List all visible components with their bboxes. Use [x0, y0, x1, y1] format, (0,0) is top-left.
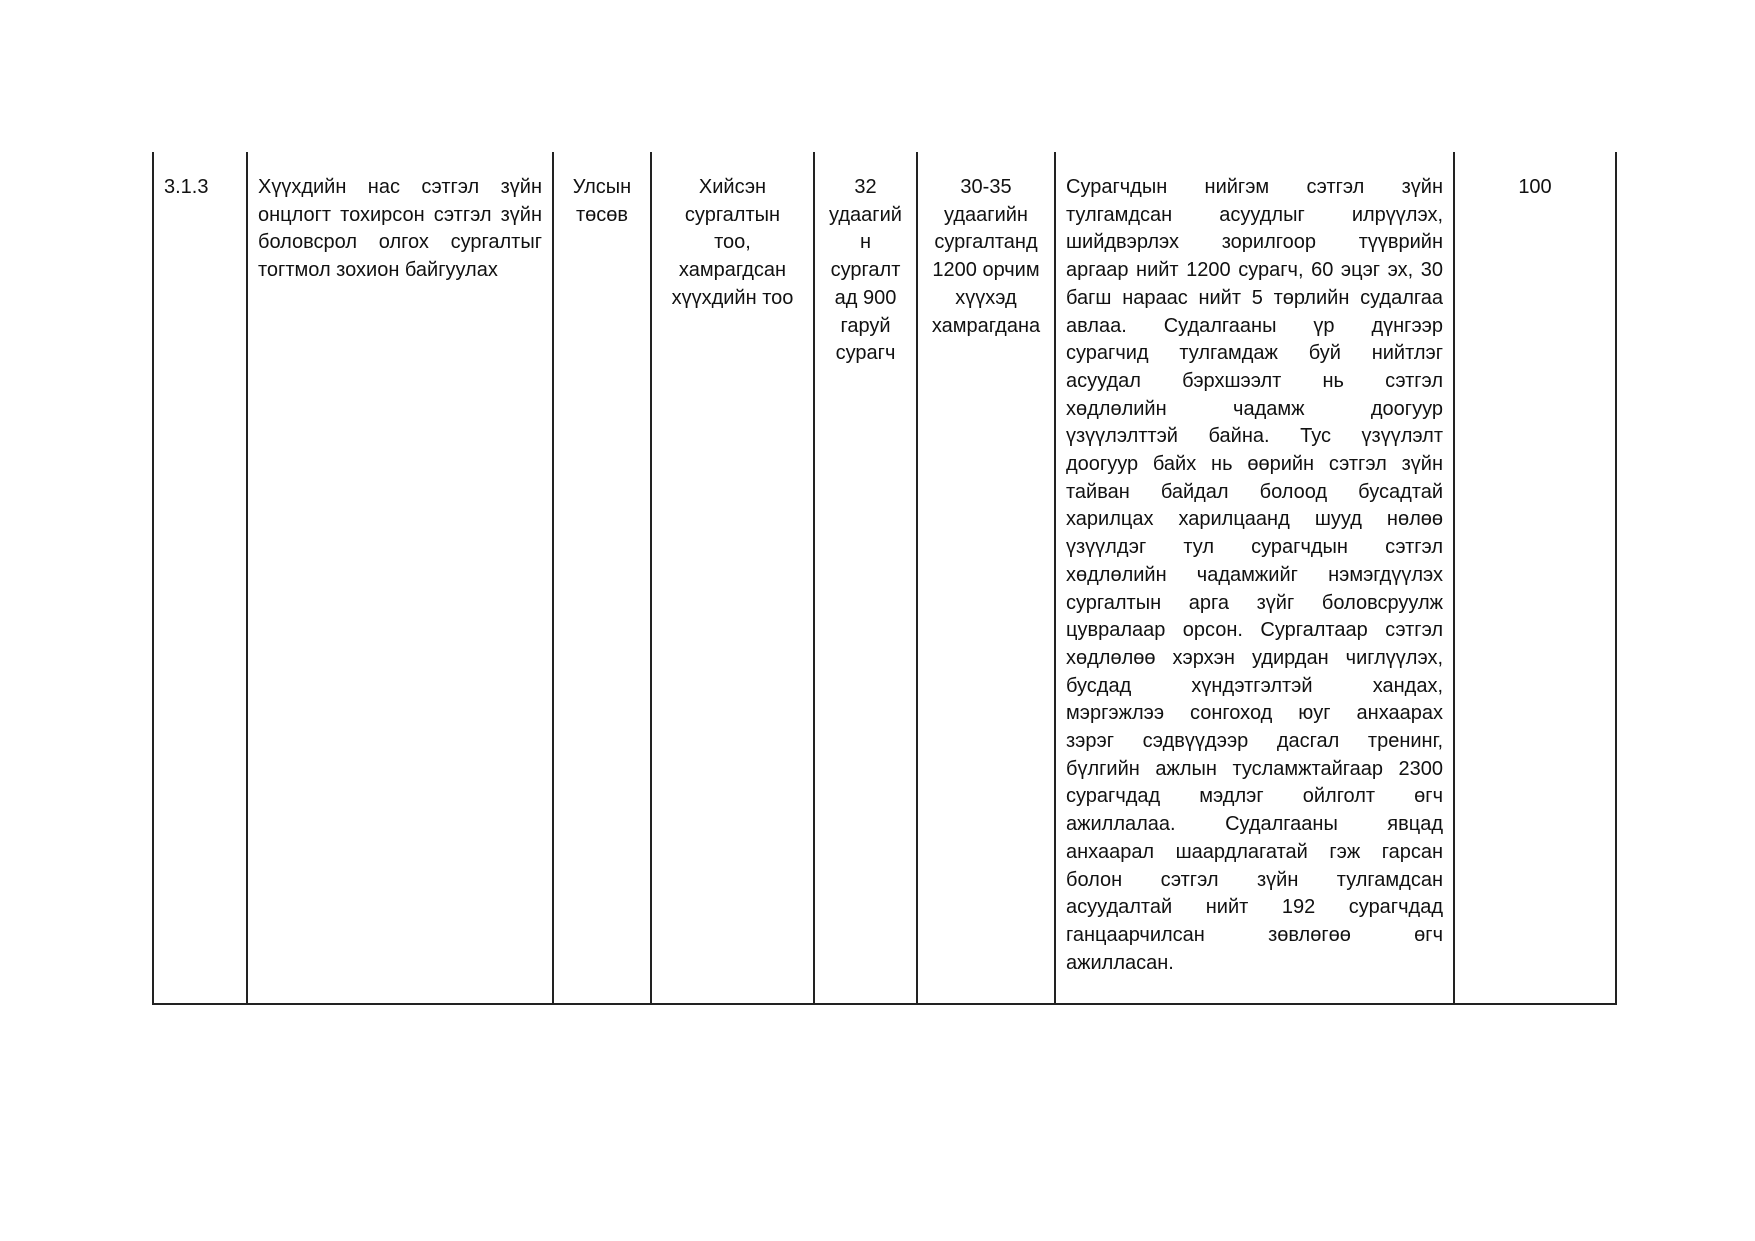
- text-line: багш нараас нийт 5 төрлийн судалгаа: [1066, 286, 1443, 309]
- text-line: төсөв: [575, 203, 629, 226]
- text-line: асуудал бэрхшээлт нь сэтгэл: [1066, 369, 1443, 392]
- text-line: гаруй: [840, 314, 891, 337]
- text-line: удаагийн: [944, 203, 1028, 226]
- text-line: ажилласан.: [1066, 951, 1174, 974]
- text-line: авлаа. Судалгааны үр дүнгээр: [1066, 314, 1443, 337]
- text-line: Хийсэн: [698, 176, 767, 198]
- text-line: үзүүлдэг тул сурагчдын сэтгэл: [1066, 536, 1443, 559]
- text-line: хөдлөлөө хэрхэн удирдан чиглүүлэх,: [1066, 646, 1443, 669]
- text-line: 32: [854, 176, 877, 198]
- text-line: мэргэжлээ сонгоход юуг анхаарах: [1066, 702, 1443, 725]
- text-line: тоо,: [714, 231, 751, 254]
- text-line: Хүүхдийн нас сэтгэл зүйн: [258, 176, 542, 198]
- text-line: сурагчдад мэдлэг ойлголт өгч: [1066, 785, 1443, 808]
- text-line: Улсын: [572, 176, 632, 198]
- text-line: хамрагдсан: [678, 259, 787, 282]
- text-line: асуудалтай нийт 192 сурагчдад: [1066, 896, 1443, 919]
- indicator-cell: [651, 152, 814, 1004]
- text-line: ад 900: [834, 286, 897, 309]
- baseline-cell: [814, 152, 917, 1004]
- report-table: [152, 152, 1617, 1005]
- text-line: бүлгийн ажлын тусламжтайгаар 2300: [1066, 757, 1443, 780]
- text-line: хөдлөлийн чадамж доогуур: [1066, 397, 1443, 420]
- text-line: шийдвэрлэх зорилгоор түүврийн: [1066, 231, 1443, 254]
- text-line: тогтмол зохион байгуулах: [258, 259, 498, 282]
- text-line: удаагий: [829, 203, 902, 226]
- score-cell: [1454, 152, 1616, 1004]
- activity-cell: [247, 152, 553, 1004]
- text-line: сургалтын арга зүйг боловсруулж: [1066, 591, 1443, 614]
- target-cell: [917, 152, 1055, 1004]
- text-line: 30-35: [960, 176, 1012, 198]
- text-line: тулгамдсан асуудлыг илрүүлэх,: [1066, 203, 1443, 226]
- text-line: цувралаар орсон. Сургалтаар сэтгэл: [1066, 619, 1443, 642]
- text-line: үзүүлэлттэй байна. Тус үзүүлэлт: [1066, 425, 1443, 448]
- text-line: хөдлөлийн чадамжийг нэмэгдүүлэх: [1066, 563, 1443, 586]
- text-line: хүүхэд: [955, 286, 1017, 309]
- text-line: ганцаарчилсан зөвлөгөө өгч: [1066, 923, 1443, 946]
- text-line: боловсрол олгох сургалтыг: [258, 231, 542, 254]
- progress-cell: [1055, 152, 1454, 1004]
- text-line: доогуур байх нь өөрийн сэтгэл зүйн: [1066, 453, 1443, 476]
- score: 100: [1518, 176, 1552, 198]
- text-line: хамрагдана: [931, 314, 1041, 337]
- text-line: бусдад хүндэтгэлтэй хандах,: [1066, 674, 1443, 697]
- text-line: зэрэг сэдвүүдээр дасгал тренинг,: [1066, 730, 1443, 753]
- text-line: болон сэтгэл зүйн тулгамдсан: [1066, 868, 1443, 891]
- text-line: сургалтанд: [934, 231, 1038, 254]
- text-line: анхаарал шаардлагатай гэж гарсан: [1066, 840, 1443, 863]
- text-line: хүүхдийн тоо: [671, 286, 794, 309]
- text-line: Сурагчдын нийгэм сэтгэл зүйн: [1066, 176, 1443, 198]
- text-line: сурагч: [835, 342, 896, 365]
- table-row: [153, 152, 1616, 1004]
- text-line: сургалтын: [684, 203, 781, 226]
- code: 3.1.3: [164, 176, 209, 198]
- text-line: тайван байдал болоод бусадтай: [1066, 480, 1443, 503]
- text-line: онцлогт тохирсон сэтгэл зүйн: [258, 203, 542, 226]
- code-cell: [153, 152, 247, 1004]
- text-line: сургалт: [830, 259, 901, 282]
- text-line: ажиллалаа. Судалгааны явцад: [1066, 813, 1443, 836]
- text-line: харилцах харилцаанд шууд нөлөө: [1066, 508, 1443, 531]
- text-line: н: [859, 231, 872, 254]
- funding-cell: [553, 152, 651, 1004]
- text-line: 1200 орчим: [932, 259, 1040, 282]
- text-line: сурагчид тулгамдаж буй нийтлэг: [1066, 342, 1443, 365]
- text-line: аргаар нийт 1200 сурагч, 60 эцэг эх, 30: [1066, 259, 1443, 282]
